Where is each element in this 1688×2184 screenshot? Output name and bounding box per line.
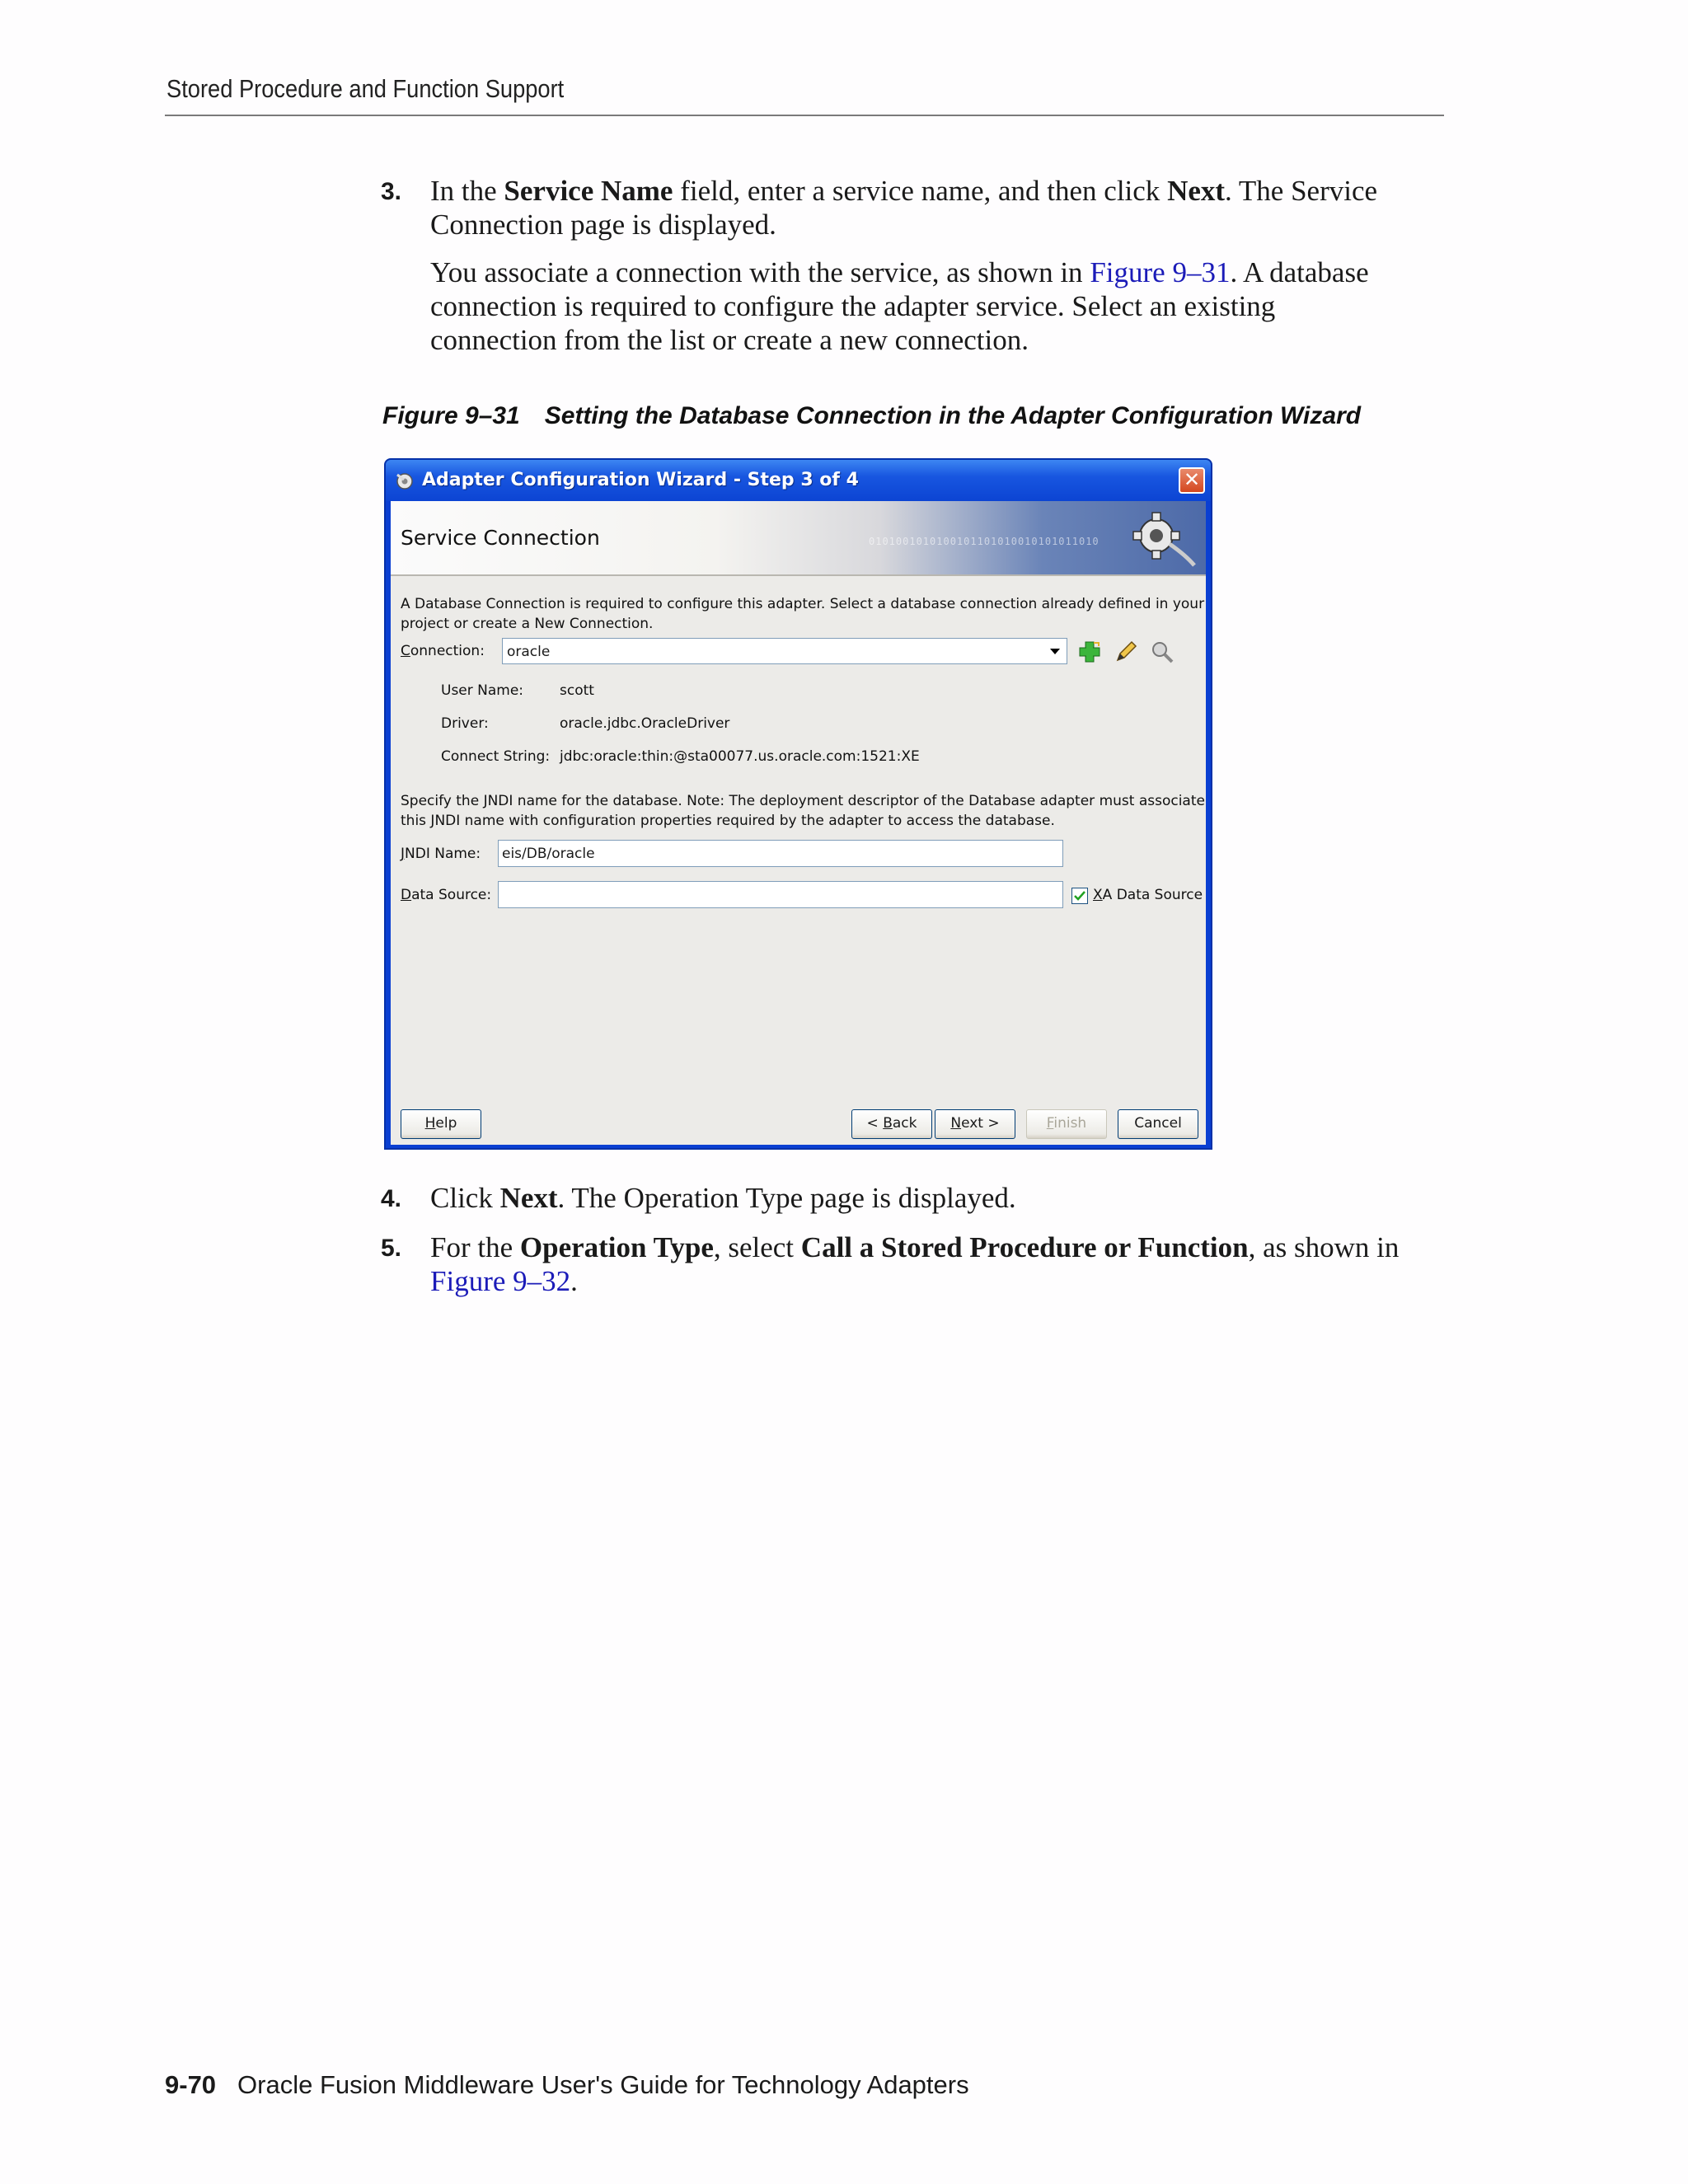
driver-value: oracle.jdbc.OracleDriver bbox=[560, 715, 730, 732]
figure-caption bbox=[382, 402, 1361, 430]
text-run: field, enter a service name, and then click bbox=[673, 175, 1168, 207]
mnemonic: B bbox=[883, 1115, 893, 1132]
connection-label bbox=[401, 643, 485, 659]
text-run: You associate a connection with the service, as shown in bbox=[430, 256, 1090, 288]
help-button[interactable] bbox=[401, 1109, 481, 1139]
figure-link[interactable]: Figure 9–31 bbox=[1090, 256, 1231, 288]
checkmark-icon bbox=[1072, 888, 1087, 903]
jndi-note-line: Specify the JNDI name for the database. Note: The deployment descriptor of the Database adapter must associate bbox=[401, 793, 1205, 809]
text-run-bold: Service Name bbox=[504, 175, 673, 207]
button-label: < bbox=[866, 1115, 884, 1132]
body-paragraph bbox=[430, 255, 1369, 357]
step-number: 3. bbox=[381, 178, 402, 205]
next-button[interactable] bbox=[935, 1109, 1015, 1139]
text-run-bold: Call a Stored Procedure or Function bbox=[800, 1231, 1249, 1263]
label-text: onnection: bbox=[410, 643, 485, 659]
text-run: . bbox=[570, 1265, 578, 1297]
finish-button[interactable] bbox=[1026, 1109, 1107, 1139]
text-run: . The Operation Type page is displayed. bbox=[557, 1182, 1016, 1214]
page-title: Service Connection bbox=[401, 526, 600, 550]
add-connection-icon[interactable] bbox=[1077, 640, 1102, 664]
back-button[interactable] bbox=[851, 1109, 932, 1139]
mnemonic: F bbox=[1046, 1115, 1054, 1132]
cancel-button[interactable]: Cancel bbox=[1118, 1109, 1198, 1139]
button-label: ext > bbox=[961, 1115, 1000, 1132]
step-number: 4. bbox=[381, 1185, 402, 1212]
mnemonic: J bbox=[401, 846, 406, 862]
mnemonic: C bbox=[401, 643, 410, 659]
connection-value: oracle bbox=[507, 644, 551, 660]
mnemonic: H bbox=[424, 1115, 436, 1132]
label-text: ata Source: bbox=[411, 887, 492, 903]
text-run: , as shown in bbox=[1248, 1231, 1400, 1263]
page-footer bbox=[165, 2070, 969, 2100]
user-name-label: User Name: bbox=[441, 682, 524, 699]
close-button[interactable]: ✕ bbox=[1179, 467, 1205, 494]
text-run: , select bbox=[713, 1231, 801, 1263]
text-run: In the bbox=[430, 175, 504, 207]
browse-connection-icon[interactable] bbox=[1150, 640, 1175, 664]
chevron-down-icon[interactable] bbox=[1046, 641, 1064, 661]
step-text bbox=[430, 1181, 1016, 1215]
page-number: 9-70 bbox=[165, 2070, 217, 2099]
figure-title: Setting the Database Connection in the Adapter Configuration Wizard bbox=[544, 402, 1362, 429]
text-run: Click bbox=[430, 1182, 500, 1214]
intro-text-line: project or create a New Connection. bbox=[401, 616, 654, 632]
connect-string-label: Connect String: bbox=[441, 748, 551, 765]
text-run: For the bbox=[430, 1231, 520, 1263]
text-run: . A database bbox=[1230, 256, 1369, 288]
text-run-bold: Next bbox=[1167, 175, 1226, 207]
wizard-dialog bbox=[384, 458, 1212, 1150]
header-rule bbox=[165, 115, 1444, 116]
jndi-name-input[interactable] bbox=[498, 840, 1063, 867]
text-run: Connection page is displayed. bbox=[430, 209, 776, 241]
step-text bbox=[430, 1230, 1399, 1298]
figure-number: Figure 9–31 bbox=[382, 402, 520, 429]
gear-icon bbox=[1128, 506, 1198, 572]
button-label: inish bbox=[1053, 1115, 1087, 1132]
jndi-name-value: eis/DB/oracle bbox=[502, 846, 595, 862]
banner-decoration: 0101001010100101101010010101011010 bbox=[869, 536, 1100, 547]
book-title: Oracle Fusion Middleware User's Guide for Technology Adapters bbox=[237, 2070, 969, 2099]
dialog-client bbox=[391, 501, 1206, 1145]
mnemonic: N bbox=[950, 1115, 962, 1132]
xa-data-source-label[interactable] bbox=[1093, 887, 1203, 903]
data-source-input[interactable] bbox=[498, 881, 1063, 908]
xa-data-source-checkbox[interactable] bbox=[1071, 888, 1088, 904]
intro-text-line: A Database Connection is required to configure this adapter. Select a database connection already defined in your bbox=[401, 596, 1205, 612]
button-label: ack bbox=[892, 1115, 917, 1132]
text-run-bold: Next bbox=[499, 1182, 558, 1214]
connection-select[interactable] bbox=[502, 638, 1067, 664]
wizard-app-icon bbox=[394, 470, 415, 491]
mnemonic: D bbox=[401, 887, 412, 903]
data-source-label bbox=[401, 887, 491, 903]
step-number: 5. bbox=[381, 1235, 402, 1262]
text-run: connection from the list or create a new connection. bbox=[430, 324, 1029, 356]
jndi-note-line: this JNDI name with configuration properties required by the adapter to access the database. bbox=[401, 813, 1055, 829]
connect-string-value: jdbc:oracle:thin:@sta00077.us.oracle.com:1521:XE bbox=[560, 748, 920, 765]
title-bar bbox=[386, 460, 1211, 501]
label-text: A Data Source bbox=[1102, 887, 1203, 903]
running-header: Stored Procedure and Function Support bbox=[166, 74, 565, 103]
edit-connection-icon[interactable] bbox=[1114, 640, 1138, 664]
page-banner bbox=[391, 501, 1206, 576]
label-text: NDI Name: bbox=[405, 846, 481, 862]
user-name-value: scott bbox=[560, 682, 594, 699]
dialog-title: Adapter Configuration Wizard - Step 3 of 4 bbox=[422, 470, 859, 490]
text-run-bold: Operation Type bbox=[519, 1231, 714, 1263]
driver-label: Driver: bbox=[441, 715, 489, 732]
figure-link[interactable]: Figure 9–32 bbox=[430, 1265, 571, 1297]
button-label: elp bbox=[435, 1115, 457, 1132]
text-run: . The Service bbox=[1225, 175, 1378, 207]
step-text bbox=[430, 174, 1377, 241]
text-run: connection is required to configure the adapter service. Select an existing bbox=[430, 290, 1276, 322]
jndi-name-label bbox=[401, 846, 481, 862]
mnemonic: X bbox=[1093, 887, 1103, 903]
